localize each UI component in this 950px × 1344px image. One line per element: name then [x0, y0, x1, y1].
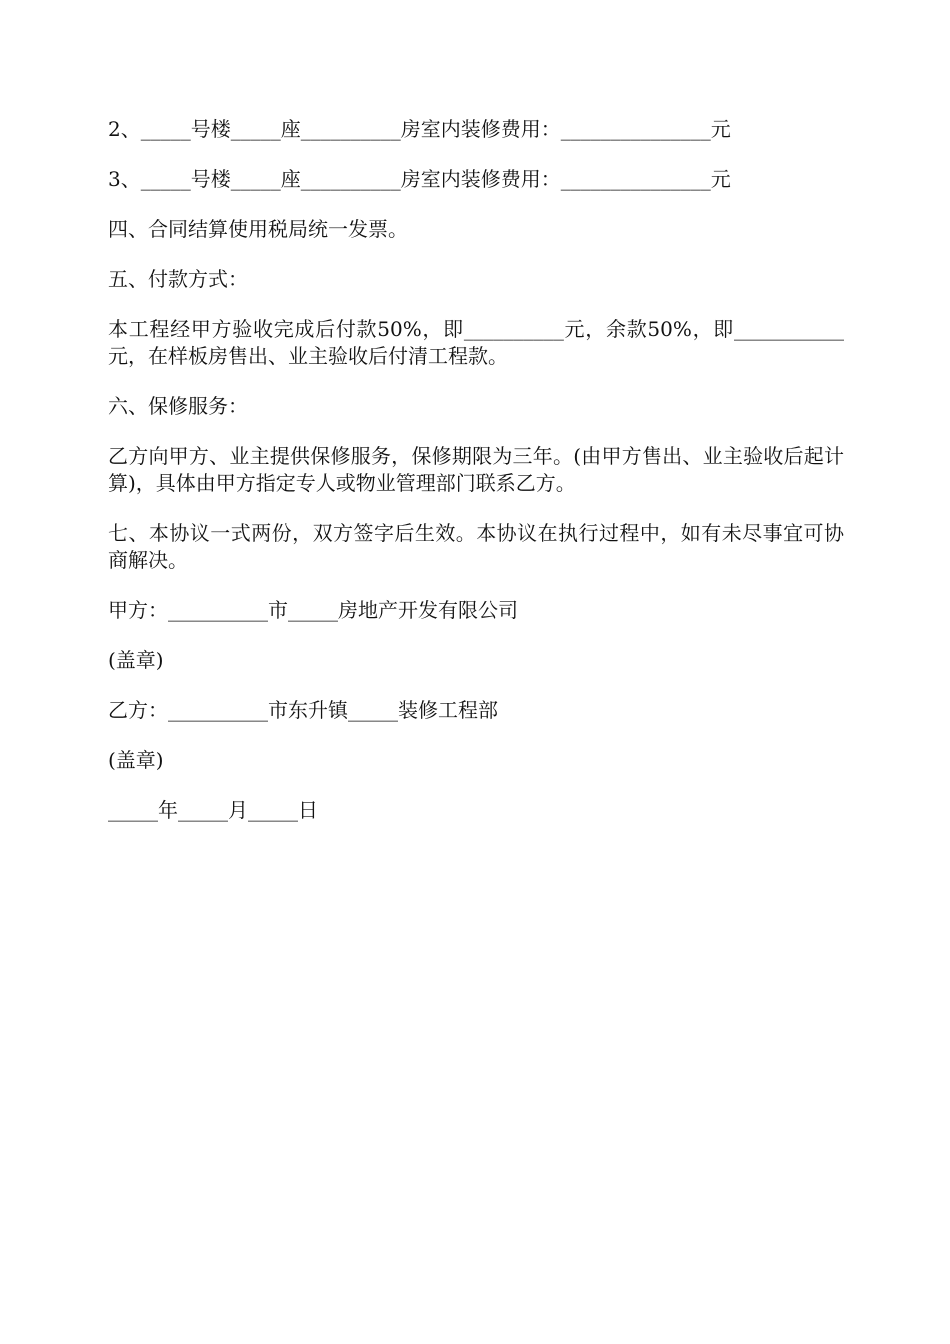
- party-a-seal: (盖章): [108, 648, 164, 672]
- party-a: 甲方：__________市_____房地产开发有限公司: [108, 598, 518, 622]
- clause-6-heading: 六、保修服务：: [108, 394, 248, 418]
- party-b-seal: (盖章): [108, 748, 164, 772]
- clause-7-agreement: 七、本协议一式两份，双方签字后生效。本协议在执行过程中，如有未尽事宜可协商解决。: [108, 521, 844, 572]
- clause-4-invoice: 四、合同结算使用税局统一发票。: [108, 217, 408, 241]
- date-line: _____年_____月_____日: [108, 798, 318, 822]
- payment-terms: 本工程经甲方验收完成后付款50%，即__________元，余款50%，即___________元，在样板房售出、业主验收后付清工程款。: [108, 317, 844, 368]
- fee-item-3: 3、_____号楼_____座__________房室内装修费用：_______________元: [108, 167, 731, 191]
- warranty-terms: 乙方向甲方、业主提供保修服务，保修期限为三年。(由甲方售出、业主验收后起计算)，具体由甲方指定专人或物业管理部门联系乙方。: [108, 444, 844, 495]
- fee-item-2: 2、_____号楼_____座__________房室内装修费用：_______________元: [108, 117, 731, 141]
- clause-5-heading: 五、付款方式：: [108, 267, 248, 291]
- document-page: [108, 116, 844, 847]
- party-b: 乙方：__________市东升镇_____装修工程部: [108, 698, 498, 722]
